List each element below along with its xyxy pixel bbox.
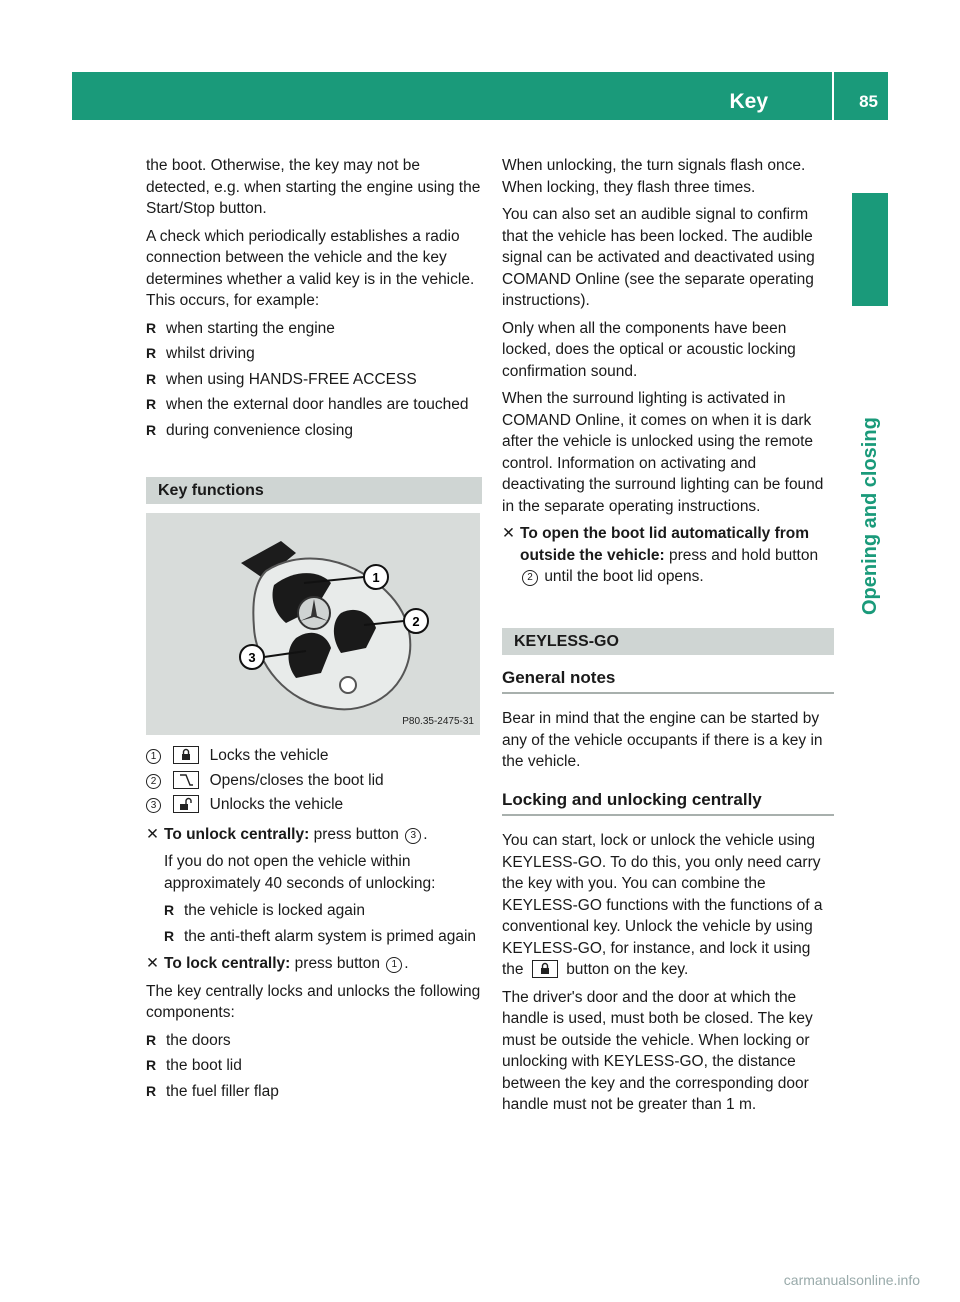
bullet-list (164, 900, 482, 947)
section-tab-label-wrap (822, 315, 918, 615)
header-bar (72, 72, 888, 120)
list-item: R whilst driving (146, 343, 482, 365)
list-item: R the boot lid (146, 1055, 482, 1077)
instruction-step-lock: ✕ To lock centrally: press button 1 . (146, 953, 482, 975)
key-fob-drawing (146, 513, 480, 735)
list-item: R when using HANDS-FREE ACCESS (146, 369, 482, 391)
step-label: To unlock centrally: (164, 825, 310, 843)
paragraph-text: You can start, lock or unlock the vehicle using KEYLESS-GO. To do this, you only need carry the key with you. You can combine the KEYLESS-GO functions with the functions of a conventional key. Unlock the vehicle by using KEYLESS-GO, for instance, and lock it using the (502, 832, 823, 978)
list-item: R when starting the engine (146, 318, 482, 340)
bullet-list (146, 318, 482, 442)
step-marker-icon: ✕ (146, 825, 159, 843)
list-item: R the anti-theft alarm system is primed again (164, 926, 482, 948)
paragraph-text: button on the key. (566, 961, 689, 978)
paragraph: the boot. Otherwise, the key may not be detected, e.g. when starting the engine using the Start/Stop button. (146, 157, 481, 217)
callout-number: 3 (146, 798, 161, 813)
unlock-icon (173, 795, 199, 813)
callout-number: 3 (405, 828, 421, 844)
section-heading-keyless-go: KEYLESS-GO (502, 628, 834, 655)
paragraph: The driver's door and the door at which the handle is used, must both be closed. The key must be outside the vehicle. When locking or unlocking with KEYLESS-GO, the distance between the key and the corresponding door handle must not be greater than 1 m. (502, 988, 813, 1113)
legend-text: Opens/closes the boot lid (209, 771, 384, 789)
list-item: R when the external door handles are touched (146, 394, 482, 416)
subheading-locking-unlocking: Locking and unlocking centrally (502, 789, 834, 817)
legend-text: Locks the vehicle (209, 747, 329, 764)
instruction-step-open-boot (502, 523, 834, 588)
paragraph: When unlocking, the turn signals flash once. When locking, they flash three times. (502, 157, 806, 196)
step-marker-icon: ✕ (502, 525, 515, 542)
lock-icon (532, 960, 558, 978)
header-separator (832, 72, 834, 120)
instruction-step-unlock: ✕ To unlock centrally: press button 3 . (146, 824, 482, 846)
legend-row-1 (146, 745, 482, 767)
paragraph: Bear in mind that the engine can be started by any of the vehicle occupants if there is a key in the vehicle. (502, 710, 823, 770)
list-item: R during convenience closing (146, 420, 482, 442)
step-label: To lock centrally: (164, 955, 291, 972)
step-text: until the boot lid opens. (544, 568, 704, 585)
paragraph: The key centrally locks and unlocks the following components: (146, 982, 481, 1021)
callout-number: 1 (386, 957, 402, 973)
legend-row-3 (146, 794, 482, 816)
section-tab-label: Opening and closing (859, 417, 881, 615)
step-text: press and hold button (669, 546, 819, 564)
paragraph: If you do not open the vehicle within approximately 40 seconds of unlocking: (164, 853, 436, 892)
callout-number: 2 (522, 570, 538, 586)
paragraph: Only when all the components have been locked, does the optical or acoustic locking confirmation sound. (502, 319, 796, 380)
section-heading-key-functions: Key functions (146, 477, 482, 504)
watermark: carmanualsonline.info (783, 1272, 920, 1288)
section-tab-marker (852, 193, 888, 306)
svg-text:2: 2 (412, 614, 420, 629)
lock-icon (173, 746, 199, 764)
page-number: 85 (859, 92, 878, 111)
callout-number: 2 (146, 774, 161, 789)
step-text: press button (294, 955, 380, 972)
left-column (146, 155, 482, 1108)
figure-code: P80.35-2475-31 (402, 715, 474, 727)
list-item: R the vehicle is locked again (164, 900, 482, 922)
boot-lid-icon (173, 771, 199, 789)
legend-text: Unlocks the vehicle (209, 796, 344, 813)
step-label: To open the boot lid automatically from outside the vehicle: (520, 525, 810, 564)
header-title: Key (729, 90, 768, 113)
subheading-general-notes: General notes (502, 667, 834, 695)
list-item: R the fuel filler flap (146, 1081, 482, 1103)
bullet-list (146, 1030, 482, 1103)
paragraph (502, 830, 834, 981)
key-illustration (146, 513, 480, 735)
paragraph: A check which periodically establishes a radio connection between the vehicle and the key determines whether a valid key is in the vehicle. This occurs, for example: (146, 227, 475, 309)
list-item: R the doors (146, 1030, 482, 1052)
step-marker-icon: ✕ (146, 955, 159, 972)
paragraph: You can also set an audible signal to confirm that the vehicle has been locked. The audible signal can be activated and deactivated using COMAND Online (see the separate operating instructions). (502, 206, 815, 309)
callout-number: 1 (146, 749, 161, 764)
paragraph: When the surround lighting is activated in COMAND Online, it comes on when it is dark after the vehicle is unlocked using the remote control. Information on activating and deactivating the surround lighting can be found in the separate operating instructions. (502, 390, 824, 515)
right-column (502, 155, 834, 1122)
legend-row-2 (146, 770, 482, 792)
step-text: press button (313, 825, 399, 843)
svg-text:3: 3 (248, 650, 256, 665)
svg-text:1: 1 (372, 570, 380, 585)
